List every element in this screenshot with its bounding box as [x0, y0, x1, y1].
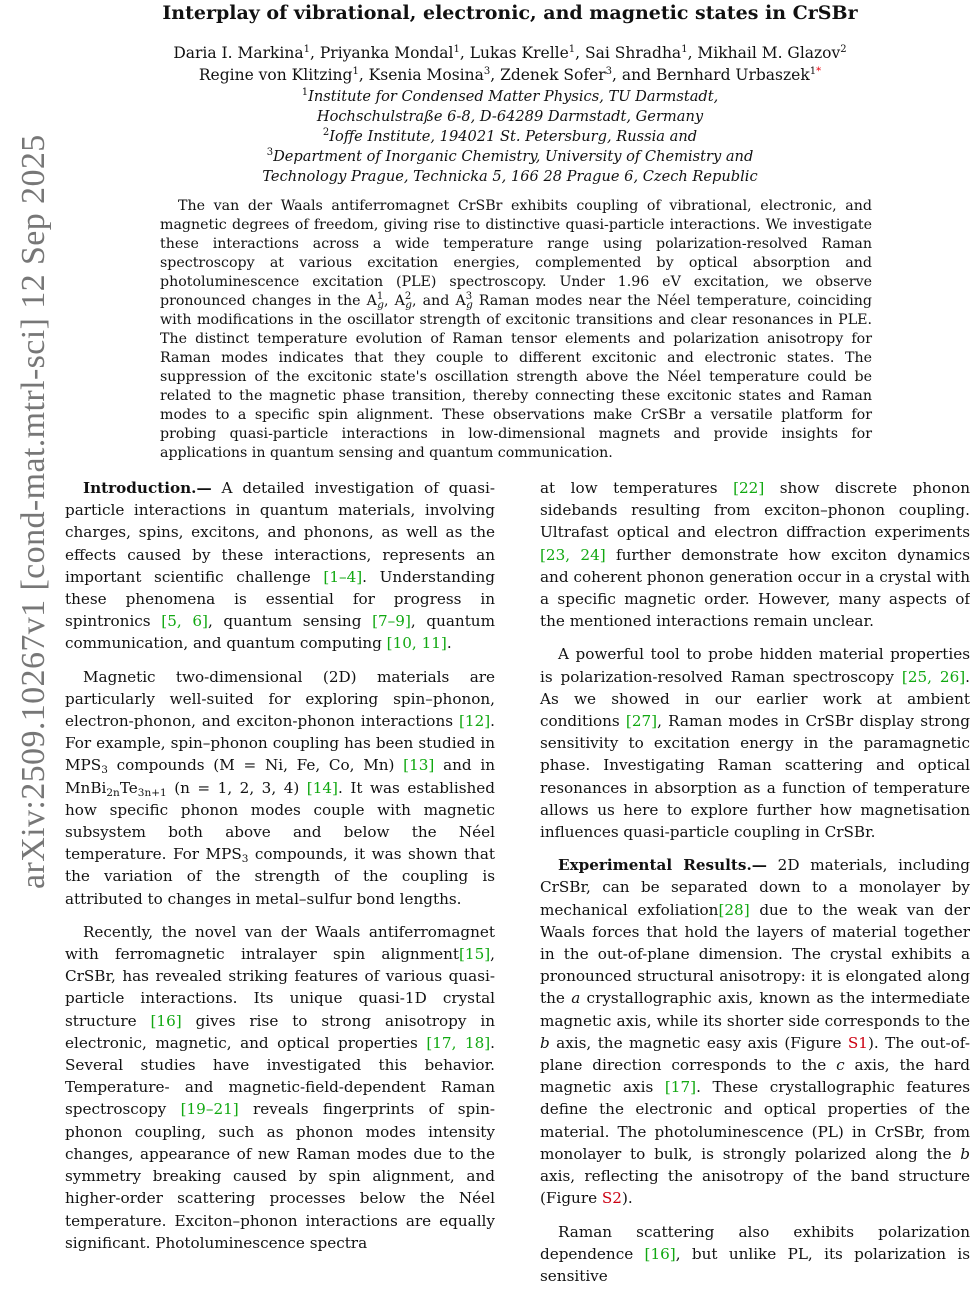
- citation-link[interactable]: [25, 26]: [901, 667, 966, 686]
- author-name: Daria I. Markina: [173, 44, 304, 62]
- affiliation-1-cont: Hochschulstraße 6-8, D-64289 Darmstadt, Germany: [316, 108, 704, 125]
- figure-ref-link[interactable]: S1: [847, 1033, 868, 1052]
- abstract-text: The van der Waals antiferromagnet CrSBr exhibits coupling of vibrational, electronic, and magnetic degrees of freedom, giving rise to distinctive quasi-particle interactions. We investigate these interactions across a wide temperature range using polarization-resolved Raman spectroscopy at various excitation energies, complemented by optical absorption and photoluminescence excitation (PLE) spectroscopy. Under 1.96 eV excitation, we observe pronounced changes in the A: [160, 198, 872, 309]
- mode-a1g: [377, 293, 384, 309]
- mode-a3g: [466, 293, 473, 309]
- author-line-2: Regine von Klitzing$^1$, Ksenia Mosina$^3$, Zdenek Sofer$^3$, and Bernhard Urbaszek$^{1*}$: [198, 66, 822, 84]
- text: crystallographic axis, known as the intermediate magnetic axis, while its shorter side corresponds to the: [540, 989, 970, 1030]
- abstract-text: , and A: [412, 293, 466, 309]
- affiliation-marker: 3: [605, 66, 613, 77]
- author-name: Priyanka Mondal: [319, 44, 454, 62]
- citation-link[interactable]: [13]: [403, 756, 435, 775]
- citation-link[interactable]: [27]: [625, 712, 658, 731]
- mode-sup: 3: [465, 291, 473, 302]
- citation-link[interactable]: [14]: [306, 778, 338, 797]
- author-name: Zdenek Sofer: [500, 66, 606, 84]
- subscript: 3n+1: [137, 786, 167, 799]
- left-column: [65, 477, 495, 1265]
- affiliation-marker: 1: [681, 44, 688, 55]
- text: .: [446, 634, 452, 653]
- text: ).: [621, 1189, 633, 1208]
- text: . For example, spin–phonon coupling has been studied in MPS: [65, 712, 495, 775]
- affiliation-text: Department of Inorganic Chemistry, University of Chemistry and: [273, 148, 754, 165]
- text: axis, the hard magnetic axis: [540, 1056, 970, 1097]
- text: axis, reflecting the anisotropy of the band structure (Figure: [540, 1167, 970, 1208]
- corresponding-author-link[interactable]: *: [816, 66, 822, 77]
- citation-link[interactable]: [16]: [644, 1244, 676, 1263]
- arxiv-side-label: arXiv:2509.10267v1 [cond-mat.mtrl-sci] 12 Sep 2025: [15, 134, 52, 889]
- author-name: Ksenia Mosina: [368, 66, 484, 84]
- axis-label: b: [540, 1033, 550, 1052]
- text: compounds (M = Ni, Fe, Co, Mn): [107, 756, 404, 775]
- citation-link[interactable]: [16]: [150, 1011, 182, 1030]
- author-name: Lukas Krelle: [469, 44, 569, 62]
- text: A powerful tool to probe hidden material properties is polarization-resolved Raman spectroscopy: [540, 645, 970, 686]
- text: reveals fingerprints of spin-phonon coupling, such as phonon modes intensity changes, appearance of new Raman modes due to the symmetry breaking caused by spin alignment, and higher-order scattering processes below the Néel temperature. Exciton–phonon interactions are equally significant. Photoluminescence spectra: [65, 1100, 495, 1252]
- text: axis, the magnetic easy axis (Figure: [549, 1033, 848, 1052]
- text: , CrSBr, has revealed striking features of various quasi-particle interactions. Its unique quasi-1D crystal structure: [65, 945, 495, 1030]
- author-name: Sai Shradha: [585, 44, 682, 62]
- text: gives rise to strong anisotropy in electronic, magnetic, and optical properties: [65, 1011, 496, 1052]
- paragraph-2d-materials: [65, 666, 495, 910]
- intro-paragraph: [65, 477, 495, 655]
- subscript: 3: [101, 764, 108, 777]
- mode-sup: 1: [376, 291, 384, 302]
- text: compounds, it was shown that the variation of the strength of the coupling is attributed to changes in metal–sulfur bond lengths.: [65, 845, 495, 908]
- citation-link[interactable]: [10, 11]: [386, 634, 447, 653]
- text: Magnetic two-dimensional (2D) materials are particularly well-suited for exploring spin–phonon, electron-phonon, and exciton-phonon interactions: [65, 667, 495, 731]
- mode-sub: g: [405, 299, 412, 311]
- subscript: 3: [241, 853, 249, 866]
- affiliation-marker: 3: [483, 66, 491, 77]
- citation-link[interactable]: [12]: [458, 712, 491, 731]
- mode-letter: A: [394, 293, 405, 309]
- citation-link[interactable]: [5, 6]: [161, 612, 208, 631]
- axis-label: a: [571, 989, 581, 1008]
- affiliation-number: 1: [301, 87, 309, 98]
- separator: ,: [384, 293, 395, 309]
- figure-ref-link[interactable]: S2: [601, 1189, 622, 1208]
- citation-link[interactable]: [22]: [733, 479, 765, 497]
- paragraph-continued: [540, 477, 970, 632]
- mode-sup: 2: [404, 291, 412, 302]
- text: further demonstrate how exciton dynamics and coherent phonon generation occur in a crystal with a specific magnetic order. However, many aspects of the mentioned interactions remain unclear.: [540, 545, 970, 631]
- affiliation-number: 1: [809, 66, 817, 77]
- affiliations: [70, 87, 950, 187]
- text: A detailed investigation of quasi-particle interactions in quantum materials, involving charges, spins, excitons, and phonons, as well as the effects caused by these interactions, represents an important scientific challenge: [65, 479, 495, 586]
- author-name: Mikhail M. Glazov: [697, 44, 841, 62]
- text: 2D materials, including CrSBr, can be separated down to a monolayer by mechanical exfoliation: [540, 856, 970, 919]
- text: Recently, the novel van der Waals antiferromagnet with ferromagnetic intralayer spin alignment: [65, 922, 495, 964]
- subscript: 2n: [106, 786, 120, 799]
- mode-sub: g: [466, 299, 473, 311]
- right-column: [540, 477, 970, 1298]
- affiliation-number: 3: [266, 147, 274, 158]
- author-name: and Bernhard Urbaszek: [621, 66, 810, 84]
- citation-link[interactable]: [7–9]: [372, 612, 411, 631]
- paragraph-raman-polarization: [540, 1221, 970, 1288]
- text: . It was established how specific phonon modes couple with magnetic subsystem both above and below the Néel temperature. For MPS: [65, 778, 495, 864]
- affiliation-2: [70, 127, 950, 147]
- author-line-1: Daria I. Markina$^1$, Priyanka Mondal$^1$, Lukas Krelle$^1$, Sai Shradha$^1$, Mikhail M. Glazov$^2$: [173, 44, 847, 62]
- affiliation-marker: [810, 66, 821, 77]
- paper-title: Interplay of vibrational, electronic, and magnetic states in CrSBr: [162, 2, 858, 24]
- affiliation-1: [70, 87, 950, 107]
- citation-link[interactable]: [19–21]: [180, 1100, 239, 1119]
- citation-link[interactable]: [17]: [664, 1078, 697, 1097]
- affiliation-3-cont: Technology Prague, Technicka 5, 166 28 Prague 6, Czech Republic: [262, 168, 758, 185]
- text: , quantum communication, and quantum computing: [65, 612, 495, 653]
- section-lead: Experimental Results.—: [558, 856, 767, 875]
- text: Te: [119, 778, 138, 797]
- citation-link[interactable]: [15]: [458, 945, 491, 964]
- paragraph-raman-tool: [540, 643, 970, 843]
- paragraph-experimental: [540, 854, 970, 1209]
- affiliation-text: Institute for Condensed Matter Physics, TU Darmstadt,: [308, 88, 719, 105]
- mode-sub: g: [377, 299, 384, 311]
- text: (n = 1, 2, 3, 4): [166, 778, 307, 797]
- abstract: [160, 197, 872, 463]
- text: , Raman modes in CrSBr display strong sensitivity to excitation energy in the paramagnetic phase. Investigating Raman scattering and optical resonances in absorption as a function of temperature allows us here to explore further how magnetisation influences quasi-particle coupling in CrSBr.: [540, 712, 970, 842]
- paragraph-crsbr: [65, 921, 495, 1254]
- author-name: Regine von Klitzing: [198, 66, 353, 84]
- mode-a2g: [405, 293, 412, 309]
- affiliation-marker: 1: [453, 44, 460, 55]
- affiliation-marker: 2: [840, 44, 847, 55]
- text: due to the weak van der Waals forces that hold the layers of material together in the out-of-plane dimension. The crystal exhibits a pronounced structural anisotropy: it is elongated along the: [540, 900, 970, 1008]
- text: ). The out-of-plane direction corresponds to the: [540, 1033, 970, 1075]
- text: . Understanding these phenomena is essential for progress in spintronics: [65, 567, 495, 631]
- citation-link[interactable]: [17, 18]: [426, 1033, 491, 1052]
- citation-link[interactable]: [1–4]: [323, 567, 363, 586]
- text: . As we showed in our earlier work at ambient conditions: [540, 667, 970, 731]
- abstract-text: Raman modes near the Néel temperature, coinciding with modifications in the oscillator strength of excitonic transitions and clear resonances in PLE. The distinct temperature evolution of Raman tensor elements and polarization anisotropy for Raman modes indicates that they couple to different excitonic and electronic states. The suppression of the excitonic state's oscillation strength above the Néel temperature could be related to the magnetic phase transition, thereby connecting these excitonic states and Raman modes to a specific spin alignment. These observations make CrSBr a versatile platform for probing quasi-particle interactions in low-dimensional magnets and provide insights for applications in quantum sensing and quantum communication.: [160, 293, 872, 461]
- text: show discrete phonon sidebands resulting from exciton–phonon coupling. Ultrafast optical and electron diffraction experiments: [540, 479, 970, 542]
- text: . These crystallographic features define the electronic and optical properties of the material. The photoluminescence (PL) in CrSBr, from monolayer to bulk, is strongly polarized along the: [540, 1078, 970, 1163]
- affiliation-number: 2: [322, 127, 330, 138]
- axis-label: b: [960, 1144, 970, 1163]
- text: and in MnBi: [65, 756, 495, 797]
- text: , but unlike PL, its polarization is sensitive: [540, 1244, 970, 1285]
- text: Raman scattering also exhibits polarization dependence: [540, 1222, 970, 1263]
- affiliation-marker: 1: [352, 66, 359, 77]
- text: at low temperatures: [540, 479, 734, 497]
- affiliation-3: [70, 147, 950, 167]
- axis-label: c: [836, 1056, 845, 1075]
- citation-link[interactable]: [23, 24]: [540, 545, 606, 564]
- text: , quantum sensing: [207, 612, 373, 631]
- affiliation-marker: 1: [303, 44, 310, 55]
- affiliation-text: Ioffe Institute, 194021 St. Petersburg, Russia and: [329, 128, 698, 145]
- text: . Several studies have investigated this behavior. Temperature- and magnetic-field-dependent Raman spectroscopy: [65, 1033, 495, 1119]
- section-lead: Introduction.—: [83, 479, 212, 497]
- affiliation-marker: 1: [568, 44, 576, 55]
- citation-link[interactable]: [28]: [718, 900, 750, 919]
- author-list: [70, 42, 950, 86]
